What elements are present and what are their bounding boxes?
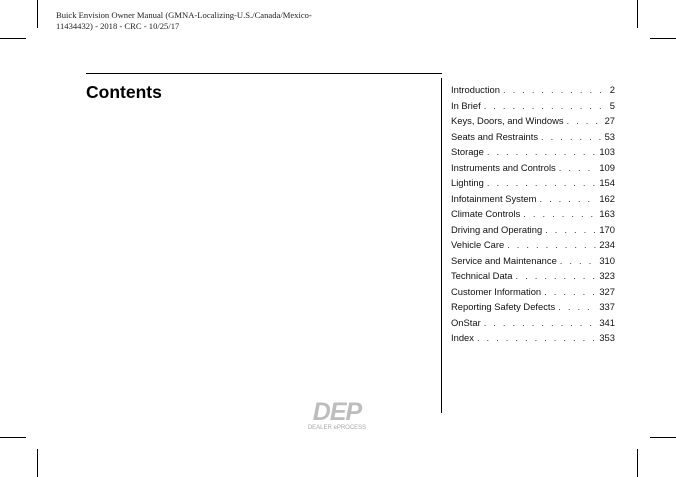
toc-entry[interactable]	[451, 193, 615, 209]
toc-entry-label: Keys, Doors, and Windows	[451, 115, 564, 126]
crop-mark	[637, 449, 638, 477]
header-line-1: Buick Envision Owner Manual (GMNA-Localizing-U.S./Canada/Mexico-	[56, 10, 312, 20]
logo-mark: DEP	[312, 398, 362, 426]
toc-entry[interactable]	[451, 146, 615, 162]
toc-entry[interactable]	[451, 301, 615, 317]
crop-mark	[650, 38, 676, 39]
toc-entry-label: Infotainment System	[451, 192, 537, 204]
crop-mark	[637, 0, 638, 28]
toc-entry-label: Customer Information	[451, 285, 542, 297]
toc-entry-page: 2	[609, 84, 615, 95]
toc-entry-label: Driving and Operating	[451, 223, 543, 235]
toc-entry-page: 353	[599, 332, 615, 343]
toc-entry-page: 27	[604, 115, 615, 126]
toc-leader-dots	[503, 84, 607, 95]
toc-leader-dots	[544, 286, 596, 297]
toc-entry-label: Seats and Restraints	[451, 130, 539, 142]
toc-entry-page: 5	[609, 99, 615, 111]
toc-entry-page: 170	[599, 223, 615, 235]
toc-leader-dots	[516, 270, 597, 281]
toc-entry-label: Technical Data	[451, 270, 513, 281]
toc-entry[interactable]	[451, 177, 615, 193]
toc-entry[interactable]	[451, 332, 615, 348]
toc-entry[interactable]	[451, 131, 615, 147]
toc-leader-dots	[560, 255, 597, 266]
toc-entry[interactable]	[451, 239, 615, 255]
toc-leader-dots	[539, 193, 596, 204]
logo-caption: DEALER ePROCESS	[307, 425, 367, 431]
crop-mark	[37, 0, 38, 28]
column-divider	[441, 78, 442, 413]
toc-leader-dots	[477, 332, 596, 343]
toc-entry[interactable]	[451, 115, 615, 131]
toc-entry-page: 103	[599, 146, 615, 157]
toc-entry[interactable]	[451, 255, 615, 271]
toc-leader-dots	[558, 301, 596, 312]
toc-entry-label: In Brief	[451, 99, 481, 111]
toc-leader-dots	[559, 162, 597, 173]
toc-entry-label: Vehicle Care	[451, 239, 505, 250]
toc-entry-page: 337	[599, 301, 615, 312]
toc-leader-dots	[487, 177, 597, 188]
toc-leader-dots	[484, 100, 607, 111]
toc-entry-label: Index	[451, 332, 474, 343]
toc-entry-label: Service and Maintenance	[451, 254, 557, 266]
toc-entry-label: Reporting Safety Defects	[451, 301, 556, 312]
toc-leader-dots	[484, 317, 597, 328]
toc-entry-page: 53	[604, 130, 615, 142]
toc-entry-page: 323	[599, 270, 615, 281]
crop-mark	[0, 38, 26, 39]
toc-entry-page: 341	[599, 316, 615, 328]
toc-entry-label: OnStar	[451, 316, 481, 328]
toc-entry[interactable]	[451, 84, 615, 100]
toc-entry-page: 234	[599, 239, 615, 250]
table-of-contents	[451, 84, 615, 348]
toc-entry-label: Storage	[451, 146, 484, 157]
title-rule	[86, 73, 442, 74]
toc-leader-dots	[507, 239, 596, 250]
toc-entry[interactable]	[451, 162, 615, 178]
toc-entry-label: Lighting	[451, 177, 484, 188]
toc-entry-label: Climate Controls	[451, 208, 521, 219]
toc-entry[interactable]	[451, 286, 615, 302]
crop-mark	[0, 437, 26, 438]
toc-entry[interactable]	[451, 317, 615, 333]
document-header	[56, 10, 376, 32]
toc-entry-label: Introduction	[451, 84, 500, 95]
toc-entry-page: 310	[599, 254, 615, 266]
page-title: Contents	[86, 82, 162, 102]
toc-leader-dots	[541, 131, 602, 142]
toc-entry[interactable]	[451, 100, 615, 116]
dep-logo	[295, 398, 379, 432]
toc-leader-dots	[523, 208, 596, 219]
toc-entry-page: 109	[599, 161, 615, 173]
toc-entry[interactable]	[451, 270, 615, 286]
toc-leader-dots	[487, 146, 597, 157]
toc-leader-dots	[567, 115, 602, 126]
crop-mark	[650, 437, 676, 438]
crop-mark	[37, 449, 38, 477]
toc-entry-page: 163	[599, 208, 615, 219]
toc-entry-label: Instruments and Controls	[451, 161, 556, 173]
header-line-2: 11434432) - 2018 - CRC - 10/25/17	[56, 21, 180, 31]
toc-entry-page: 162	[599, 192, 615, 204]
toc-entry-page: 154	[599, 177, 615, 188]
toc-entry-page: 327	[599, 285, 615, 297]
toc-entry[interactable]	[451, 208, 615, 224]
toc-entry[interactable]	[451, 224, 615, 240]
toc-leader-dots	[545, 224, 596, 235]
